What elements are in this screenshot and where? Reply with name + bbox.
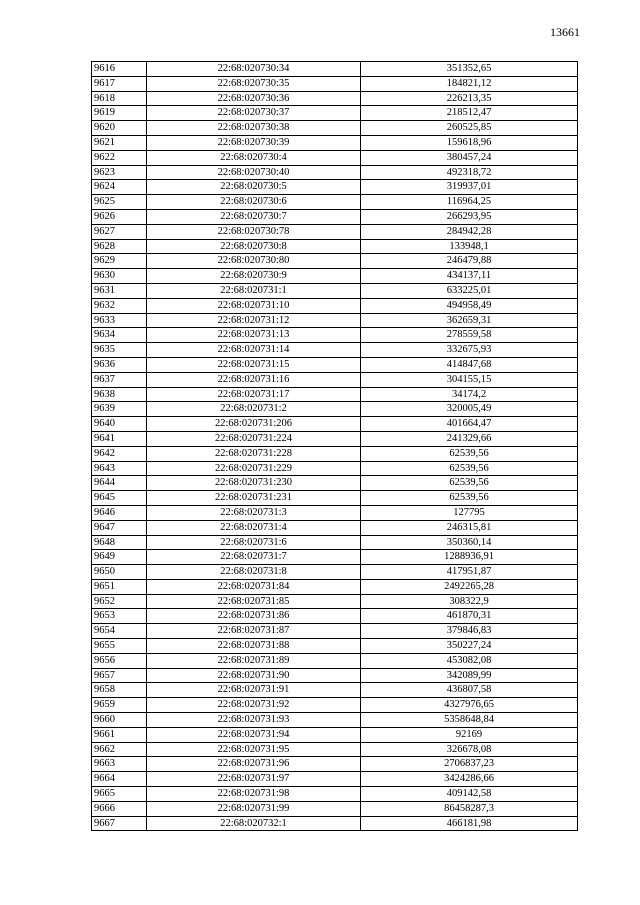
table-body (92, 62, 578, 831)
cadastral-number-cell: 22:68:020731:98 (147, 787, 361, 802)
value-cell: 184821,12 (361, 76, 578, 91)
cadastral-number-cell: 22:68:020731:230 (147, 476, 361, 491)
value-cell: 62539,56 (361, 446, 578, 461)
cadastral-number-cell: 22:68:020730:39 (147, 135, 361, 150)
table-row (92, 446, 578, 461)
value-cell: 492318,72 (361, 165, 578, 180)
row-number-cell: 9639 (92, 402, 147, 417)
cadastral-number-cell: 22:68:020730:80 (147, 254, 361, 269)
row-number-cell: 9658 (92, 683, 147, 698)
cadastral-number-cell: 22:68:020731:8 (147, 565, 361, 580)
row-number-cell: 9634 (92, 328, 147, 343)
row-number-cell: 9638 (92, 387, 147, 402)
value-cell: 350227,24 (361, 639, 578, 654)
cadastral-number-cell: 22:68:020731:16 (147, 372, 361, 387)
value-cell: 116964,25 (361, 195, 578, 210)
value-cell: 319937,01 (361, 180, 578, 195)
value-cell: 342089,99 (361, 668, 578, 683)
table-row (92, 62, 578, 77)
cadastral-number-cell: 22:68:020731:89 (147, 653, 361, 668)
table-row (92, 787, 578, 802)
row-number-cell: 9633 (92, 313, 147, 328)
value-cell: 226213,35 (361, 91, 578, 106)
table-row (92, 476, 578, 491)
cadastral-number-cell: 22:68:020731:92 (147, 698, 361, 713)
cadastral-number-cell: 22:68:020731:13 (147, 328, 361, 343)
row-number-cell: 9652 (92, 594, 147, 609)
value-cell: 246315,81 (361, 520, 578, 535)
table-row (92, 683, 578, 698)
value-cell: 86458287,3 (361, 801, 578, 816)
row-number-cell: 9666 (92, 801, 147, 816)
value-cell: 380457,24 (361, 150, 578, 165)
value-cell: 246479,88 (361, 254, 578, 269)
table-row (92, 639, 578, 654)
row-number-cell: 9665 (92, 787, 147, 802)
table-row (92, 76, 578, 91)
value-cell: 92169 (361, 727, 578, 742)
cadastral-number-cell: 22:68:020730:7 (147, 209, 361, 224)
cadastral-number-cell: 22:68:020730:9 (147, 269, 361, 284)
cadastral-number-cell: 22:68:020731:97 (147, 772, 361, 787)
cadastral-number-cell: 22:68:020731:3 (147, 505, 361, 520)
cadastral-number-cell: 22:68:020731:10 (147, 298, 361, 313)
value-cell: 127795 (361, 505, 578, 520)
cadastral-number-cell: 22:68:020731:96 (147, 757, 361, 772)
cadastral-number-cell: 22:68:020731:12 (147, 313, 361, 328)
row-number-cell: 9659 (92, 698, 147, 713)
row-number-cell: 9644 (92, 476, 147, 491)
table-row (92, 668, 578, 683)
cadastral-number-cell: 22:68:020731:231 (147, 491, 361, 506)
cadastral-number-cell: 22:68:020731:14 (147, 343, 361, 358)
cadastral-number-cell: 22:68:020730:34 (147, 62, 361, 77)
value-cell: 332675,93 (361, 343, 578, 358)
value-cell: 133948,1 (361, 239, 578, 254)
cadastral-number-cell: 22:68:020731:17 (147, 387, 361, 402)
value-cell: 4327976,65 (361, 698, 578, 713)
row-number-cell: 9629 (92, 254, 147, 269)
table-row (92, 550, 578, 565)
table-row (92, 328, 578, 343)
table-row (92, 180, 578, 195)
cadastral-number-cell: 22:68:020731:15 (147, 357, 361, 372)
row-number-cell: 9641 (92, 431, 147, 446)
value-cell: 62539,56 (361, 461, 578, 476)
table-row (92, 357, 578, 372)
row-number-cell: 9631 (92, 283, 147, 298)
row-number-cell: 9648 (92, 535, 147, 550)
value-cell: 2492265,28 (361, 579, 578, 594)
value-cell: 466181,98 (361, 816, 578, 831)
table-row (92, 757, 578, 772)
table-row (92, 254, 578, 269)
value-cell: 62539,56 (361, 476, 578, 491)
table-row (92, 387, 578, 402)
cadastral-number-cell: 22:68:020731:224 (147, 431, 361, 446)
row-number-cell: 9619 (92, 106, 147, 121)
row-number-cell: 9661 (92, 727, 147, 742)
value-cell: 1288936,91 (361, 550, 578, 565)
value-cell: 434137,11 (361, 269, 578, 284)
table-row (92, 106, 578, 121)
value-cell: 284942,28 (361, 224, 578, 239)
value-cell: 308322,9 (361, 594, 578, 609)
cadastral-value-table (91, 61, 578, 831)
cadastral-number-cell: 22:68:020731:229 (147, 461, 361, 476)
table-row (92, 372, 578, 387)
value-cell: 379846,83 (361, 624, 578, 639)
cadastral-number-cell: 22:68:020731:86 (147, 609, 361, 624)
table-row (92, 653, 578, 668)
table-row (92, 505, 578, 520)
value-cell: 436807,58 (361, 683, 578, 698)
table-row (92, 727, 578, 742)
value-cell: 409142,58 (361, 787, 578, 802)
value-cell: 633225,01 (361, 283, 578, 298)
row-number-cell: 9623 (92, 165, 147, 180)
table-row (92, 698, 578, 713)
value-cell: 159618,96 (361, 135, 578, 150)
row-number-cell: 9616 (92, 62, 147, 77)
row-number-cell: 9642 (92, 446, 147, 461)
table-row (92, 624, 578, 639)
table-row (92, 224, 578, 239)
cadastral-number-cell: 22:68:020730:40 (147, 165, 361, 180)
row-number-cell: 9664 (92, 772, 147, 787)
table-row (92, 343, 578, 358)
row-number-cell: 9667 (92, 816, 147, 831)
row-number-cell: 9650 (92, 565, 147, 580)
row-number-cell: 9626 (92, 209, 147, 224)
row-number-cell: 9645 (92, 491, 147, 506)
table-row (92, 520, 578, 535)
table-row (92, 594, 578, 609)
cadastral-number-cell: 22:68:020731:1 (147, 283, 361, 298)
row-number-cell: 9618 (92, 91, 147, 106)
row-number-cell: 9622 (92, 150, 147, 165)
row-number-cell: 9654 (92, 624, 147, 639)
row-number-cell: 9636 (92, 357, 147, 372)
cadastral-number-cell: 22:68:020731:206 (147, 417, 361, 432)
table-row (92, 195, 578, 210)
value-cell: 266293,95 (361, 209, 578, 224)
table-row (92, 135, 578, 150)
value-cell: 351352,65 (361, 62, 578, 77)
cadastral-number-cell: 22:68:020731:84 (147, 579, 361, 594)
table-row (92, 742, 578, 757)
table-row (92, 91, 578, 106)
cadastral-number-cell: 22:68:020730:5 (147, 180, 361, 195)
row-number-cell: 9640 (92, 417, 147, 432)
cadastral-number-cell: 22:68:020730:4 (147, 150, 361, 165)
row-number-cell: 9649 (92, 550, 147, 565)
cadastral-number-cell: 22:68:020731:94 (147, 727, 361, 742)
value-cell: 362659,31 (361, 313, 578, 328)
row-number-cell: 9663 (92, 757, 147, 772)
row-number-cell: 9630 (92, 269, 147, 284)
value-cell: 34174,2 (361, 387, 578, 402)
table-row (92, 535, 578, 550)
row-number-cell: 9643 (92, 461, 147, 476)
cadastral-number-cell: 22:68:020731:87 (147, 624, 361, 639)
row-number-cell: 9624 (92, 180, 147, 195)
row-number-cell: 9632 (92, 298, 147, 313)
value-cell: 320005,49 (361, 402, 578, 417)
cadastral-number-cell: 22:68:020730:6 (147, 195, 361, 210)
value-cell: 5358648,84 (361, 713, 578, 728)
cadastral-number-cell: 22:68:020731:6 (147, 535, 361, 550)
cadastral-number-cell: 22:68:020731:90 (147, 668, 361, 683)
table-row (92, 579, 578, 594)
cadastral-number-cell: 22:68:020730:35 (147, 76, 361, 91)
cadastral-number-cell: 22:68:020731:95 (147, 742, 361, 757)
row-number-cell: 9655 (92, 639, 147, 654)
table-row (92, 801, 578, 816)
cadastral-number-cell: 22:68:020730:78 (147, 224, 361, 239)
value-cell: 218512,47 (361, 106, 578, 121)
cadastral-number-cell: 22:68:020730:38 (147, 121, 361, 136)
row-number-cell: 9627 (92, 224, 147, 239)
row-number-cell: 9646 (92, 505, 147, 520)
row-number-cell: 9620 (92, 121, 147, 136)
cadastral-number-cell: 22:68:020731:93 (147, 713, 361, 728)
cadastral-number-cell: 22:68:020732:1 (147, 816, 361, 831)
cadastral-number-cell: 22:68:020731:228 (147, 446, 361, 461)
value-cell: 260525,85 (361, 121, 578, 136)
page-number: 13661 (550, 25, 580, 39)
table-row (92, 121, 578, 136)
value-cell: 326678,08 (361, 742, 578, 757)
table-row (92, 283, 578, 298)
row-number-cell: 9657 (92, 668, 147, 683)
table-row (92, 298, 578, 313)
value-cell: 3424286,66 (361, 772, 578, 787)
table-row (92, 402, 578, 417)
row-number-cell: 9647 (92, 520, 147, 535)
table-row (92, 565, 578, 580)
value-cell: 494958,49 (361, 298, 578, 313)
value-cell: 62539,56 (361, 491, 578, 506)
table-row (92, 209, 578, 224)
row-number-cell: 9656 (92, 653, 147, 668)
value-cell: 350360,14 (361, 535, 578, 550)
value-cell: 401664,47 (361, 417, 578, 432)
value-cell: 414847,68 (361, 357, 578, 372)
cadastral-number-cell: 22:68:020731:91 (147, 683, 361, 698)
cadastral-number-cell: 22:68:020731:88 (147, 639, 361, 654)
cadastral-number-cell: 22:68:020731:85 (147, 594, 361, 609)
value-cell: 241329,66 (361, 431, 578, 446)
cadastral-number-cell: 22:68:020730:37 (147, 106, 361, 121)
row-number-cell: 9628 (92, 239, 147, 254)
value-cell: 453082,08 (361, 653, 578, 668)
value-cell: 2706837,23 (361, 757, 578, 772)
table-row (92, 239, 578, 254)
row-number-cell: 9637 (92, 372, 147, 387)
row-number-cell: 9617 (92, 76, 147, 91)
value-cell: 278559,58 (361, 328, 578, 343)
table-row (92, 461, 578, 476)
table-row (92, 150, 578, 165)
table-row (92, 816, 578, 831)
row-number-cell: 9621 (92, 135, 147, 150)
table-row (92, 165, 578, 180)
cadastral-number-cell: 22:68:020731:2 (147, 402, 361, 417)
table-row (92, 713, 578, 728)
value-cell: 304155,15 (361, 372, 578, 387)
cadastral-number-cell: 22:68:020731:7 (147, 550, 361, 565)
cadastral-number-cell: 22:68:020730:36 (147, 91, 361, 106)
row-number-cell: 9653 (92, 609, 147, 624)
table-row (92, 431, 578, 446)
row-number-cell: 9651 (92, 579, 147, 594)
cadastral-number-cell: 22:68:020731:4 (147, 520, 361, 535)
table-row (92, 609, 578, 624)
cadastral-number-cell: 22:68:020730:8 (147, 239, 361, 254)
table-row (92, 417, 578, 432)
cadastral-number-cell: 22:68:020731:99 (147, 801, 361, 816)
value-cell: 417951,87 (361, 565, 578, 580)
table-row (92, 313, 578, 328)
table-row (92, 269, 578, 284)
value-cell: 461870,31 (361, 609, 578, 624)
table-row (92, 772, 578, 787)
table-row (92, 491, 578, 506)
row-number-cell: 9662 (92, 742, 147, 757)
row-number-cell: 9660 (92, 713, 147, 728)
row-number-cell: 9625 (92, 195, 147, 210)
row-number-cell: 9635 (92, 343, 147, 358)
